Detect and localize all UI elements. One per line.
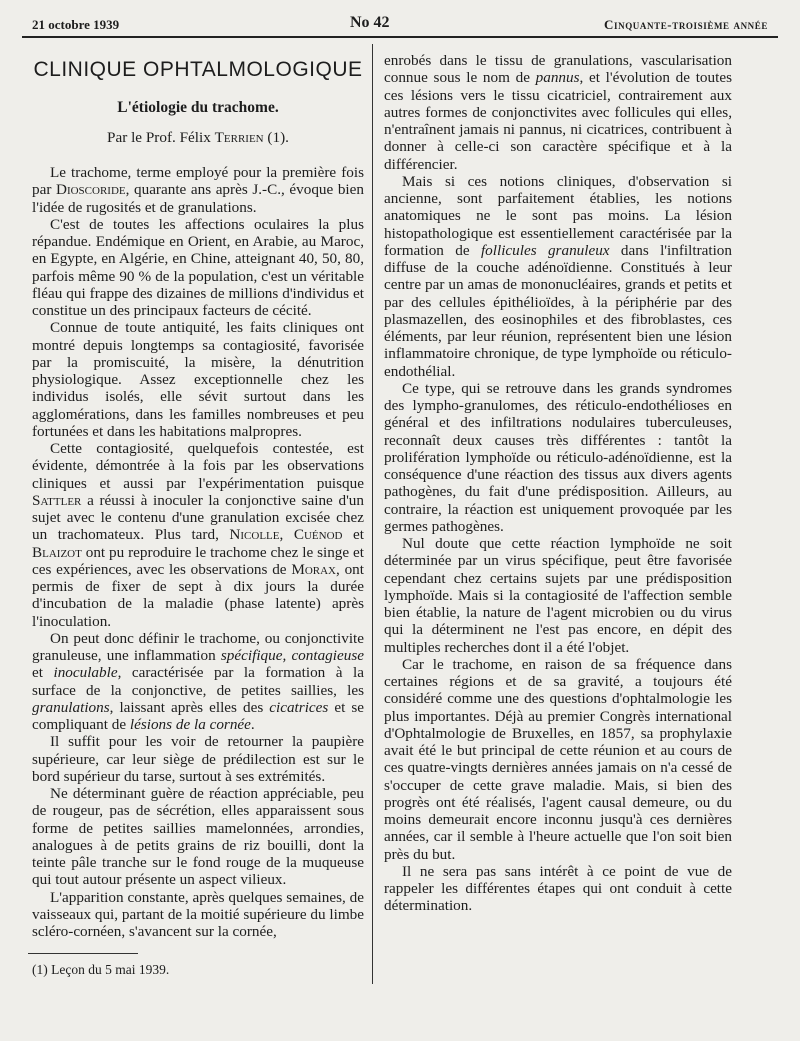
footnote-ref: (1). [263,129,289,146]
footnote: (1) Leçon du 5 mai 1939. [32,962,170,977]
paragraph: Cette contagiosité, quelquefois contestée, est évidente, démontrée à la fois par les observations cliniques et aussi par l'expérimentation puisque Sattler a réussi à inoculer la conjonctive saine d'un sujet avec le contenu d'une granulation excisée chez un trachomateux. Plus tard, Nicolle, Cuénod et Blaizot ont pu reproduire le trachome chez le singe et ces expériences, avec les observations de Morax, ont permis de fixer de sept à dix jours la durée d'incubation de la maladie (phase latente) après l'inoculation. [32,440,364,630]
paragraph: Le trachome, terme employé pour la première fois par Dioscoride, quarante ans après J.-C., évoque bien l'idée de rugosités et de granulations. [32,164,364,216]
byline [32,128,364,148]
author-name: Terrien [214,129,264,146]
paragraph: Ne déterminant guère de réaction appréciable, peu de rougeur, pas de sécrétion, elles apparaissent sous forme de petites saillies mamelonnées, arrondies, analogues à de petits grains de riz bouilli, dont la teinte pâle tranche sur le fond rouge de la muqueuse qui tout autour présente un aspect vilieux. [32,785,364,889]
header-rule [22,36,778,38]
publication-year: Cinquante-troisième année [604,17,768,32]
footnote-rule [28,953,138,954]
byline-prefix: Par le Prof. Félix [107,129,215,146]
running-header [22,13,778,35]
paragraph: L'apparition constante, après quelques semaines, de vaisseaux qui, partant de la moitié supérieure du limbe scléro-cornéen, s'avancent sur la cornée, [32,888,364,940]
article-title: L'étiologie du trachome. [117,99,279,116]
paragraph: Ce type, qui se retrouve dans les grands syndromes des lympho-granulomes, des réticulo-endothélioses en général et des infiltrations nodulaires tuberculeuses, reconnaît deux causes très différentes : tantôt la prolifération lymphoïde ou réticulo-adénoïdienne, est la conséquence d'une réaction des tissus aux divers agents pathogènes, du fait d'une prédisposition. Ailleurs, au contraire, la réaction est uniquement provoquée par les germes pathogènes. [384,379,732,535]
column-divider [372,44,373,984]
issue-number: No 42 [350,14,390,31]
paragraph: C'est de toutes les affections oculaires la plus répandue. Endémique en Orient, en Arabie, au Maroc, en Egypte, en Algérie, en Chine, atteignant 40, 50, 80, parfois même 90 % de la population, c'est un véritable fléau qui frappe des dizaines de millions d'individus et constitue un des principaux facteurs de cécité. [32,215,364,319]
paragraph: enrobés dans le tissu de granulations, vascularisation connue sous le nom de pannus, et l'évolution de toutes ces lésions vers le tissu cicatriciel, contrairement aux autres formes de conjonctivites avec follicules qui elles, n'entraînent jamais ni pannus, ni cicatrices, contribuent à donner à celle-ci son caractère spécifique et à la différencier. [384,52,732,173]
paragraph: On peut donc définir le trachome, ou conjonctivite granuleuse, une inflammation spécifique, contagieuse et inoculable, caractérisée par la formation à la surface de la conjonctive, de petites saillies, les granulations, laissant après elles des cicatrices et se compliquant de lésions de la cornée. [32,629,364,733]
paragraph: Nul doute que cette réaction lymphoïde ne soit déterminée par un virus spécifique, peut être favorisée cependant chez certains sujets par une prédisposition lymphoïde. Mais si la contagiosité de l'affection semble bien établie, la nature de l'agent microbien ou du virus qui la déterminent ne l'est pas encore, en dépit des multiples recherches dont il a été l'objet. [384,535,732,656]
section-title: CLINIQUE OPHTALMOLOGIQUE [33,58,363,81]
left-column [32,56,364,940]
paragraph: Car le trachome, en raison de sa fréquence dans certaines régions et de sa gravité, a toujours été considéré comme une des questions d'ophtalmologie les plus importantes. Déjà au premier Congrès international d'Ophtalmologie de Bruxelles, en 1857, sa prophylaxie avait été le but principal de cette réunion et au cours de ces quatre-vingts dernières années jamais on n'a cessé de s'occuper de cette grave maladie. Mais, si bien des progrès ont été réalisés, l'agent causal demeure, ou du moins demeurait encore inconnu jusqu'à ces dernières années, car il semble à l'heure actuelle que l'on soit bien près du but. [384,655,732,863]
paragraph: Il suffit pour les voir de retourner la paupière supérieure, car leur siège de prédilection est sur le bord supérieur du tarse, surtout à ses extrémités. [32,733,364,785]
right-column [384,52,732,915]
issue-date: 21 octobre 1939 [32,17,120,32]
paragraph: Il ne sera pas sans intérêt à ce point de vue de rappeler les différentes étapes qui ont conduit à cette détermination. [384,862,732,915]
paragraph: Connue de toute antiquité, les faits cliniques ont montré depuis longtemps sa contagiosité, favorisée par la promiscuité, la misère, la dénutrition physiologique. Assez exceptionnelle chez les individus isolés, elle sévit surtout dans les agglomérations, dans les familles nombreuses et peu fortunées et dans les habitations malpropres. [32,319,364,440]
paragraph: Mais si ces notions cliniques, d'observation si ancienne, sont parfaitement établies, les notions anatomiques ne le sont pas moins. La lésion histopathologique est essentiellement caractérisée par la formation de follicules granuleux dans l'infiltration diffuse de la couche adénoïdienne. Constitués à leur centre par un amas de mononucléaires, grands et petits et par des cellules épithélioïdes, à la périphérie par des plasmazellen, des eosinophiles et des fibroblastes, ces éléments, par leur réunion, représentent bien une lésion inflammatoire chronique, de type lymphoïde ou réticulo-endothélial. [384,172,732,380]
